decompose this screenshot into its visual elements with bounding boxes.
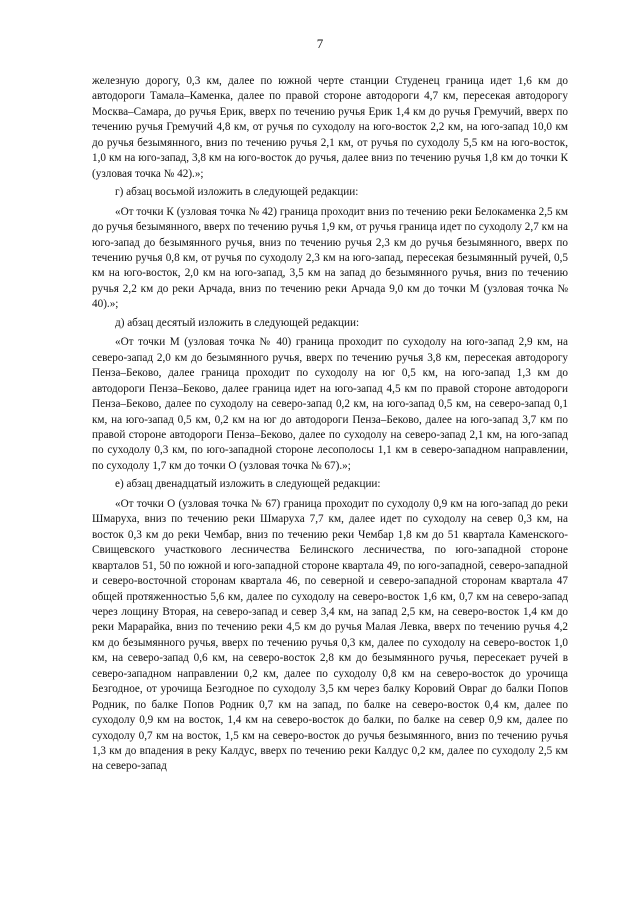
paragraph-point-o: «От точки О (узловая точка № 67) граница проходит по суходолу 0,9 км на юго-запад до реки Шмаруха, вниз по течению реки Шмаруха 7,7 км, далее идет по суходолу на север 0,3 км, на восток 0,3 км до реки Чембар, вниз по течению реки Чембар 1,8 км до 51 квартала Каменского-Свищевского участкового лесничества Белинского лесничества, по юго-западной стороне кварталов 51, 50 по южной и юго-западной стороне квартала 49, по юго-западной, северо-западной и северо-восточной сторонам квартала 46, по северной и северо-западной сторонам квартала 47 общей протяженностью 5,6 км, далее по суходолу на северо-восток 1,6 км, 0,7 км на северо-запад через лощину Вторая, на северо-запад и север 3,4 км, на запад 2,5 км, на северо-восток 1,4 км до реки Марарайка, вниз по течению реки 4,5 км до ручья Малая Левка, вверх по течению ручья 4,2 км до безымянного ручья, вверх по течению ручья 0,3 км, далее по суходолу на северо-восток 1,0 км, на северо-запад 0,6 км, на северо-восток 2,8 км до безымянного ручья, пересекает ручей в северо-западном направлении 0,2 км, далее по суходолу 0,8 км на северо-восток до урочища Безгодное, от урочища Безгодное по суходолу 3,5 км через балку Коровий Овраг до балки Попов Родник, по балке Попов Родник 0,7 км на запад, по балке на северо-восток 0,4 км, далее по суходолу 0,9 км на восток, 1,4 км на северо-восток до балки, по балке на север 0,9 км, далее по суходолу 0,7 км на восток, 1,5 км на северо-восток до ручья безымянного, вниз по течению ручья 1,3 км до впадения в реку Калдус, вверх по течению реки Калдус 0,2 км, далее по суходолу 2,5 км на северо-запад xyxy=(92,497,568,773)
amendment-heading-g: г) абзац восьмой изложить в следующей редакции: xyxy=(115,186,359,199)
amendment-heading-d: д) абзац десятый изложить в следующей редакции: xyxy=(115,316,360,329)
document-body xyxy=(92,74,568,775)
amendment-heading-e: е) абзац двенадцатый изложить в следующей редакции: xyxy=(115,478,381,491)
paragraph-point-k: «От точки К (узловая точка № 42) граница проходит вниз по течению реки Белокаменка 2,5 км до ручья безымянного, вверх по течению ручья 1,9 км, от ручья граница идет по суходолу 2,7 км на юго-запад до безымянного ручья, вниз по течению ручья 2,3 км до ручья безымянного, вверх по течению ручья 0,8 км, от ручья по суходолу 2,3 км на юго-запад, пересекая безымянный ручей, 0,5 км на юго-восток, 2,0 км на юго-запад, 3,5 км на запад до безымянного ручья, вниз по течению ручья 2,2 км до реки Арчада, вниз по течению реки Арчада 9,0 км до точки М (узловая точка № 40).»; xyxy=(92,205,568,311)
paragraph-continuation: железную дорогу, 0,3 км, далее по южной черте станции Студенец граница идет 1,6 км до автодороги Тамала–Каменка, далее по правой стороне автодороги 4,7 км, пересекая автодорогу Москва–Самара, до ручья Ерик, вверх по течению ручья Ерик 1,4 км до ручья Гремучий, вверх по течению ручья Гремучий 4,8 км, от ручья по суходолу на юго-восток 2,2 км, на юго-запад 10,0 км до ручья безымянного, вниз по течению ручья 2,1 км, от ручья по суходолу 5,5 км на юго-восток, 1,0 км на юго-запад, 3,8 км на юго-восток до ручья, далее вниз по течению ручья 1,8 км до точки К (узловая точка № 42).»; xyxy=(92,75,568,180)
page-number: 7 xyxy=(316,36,324,51)
paragraph-point-m: «От точки М (узловая точка № 40) граница проходит по суходолу на юго-запад 2,9 км, на северо-запад 2,0 км до безымянного ручья, вверх по течению ручья 3,8 км, пересекая автодорогу Пенза–Беково, далее граница проходит по суходолу на юг 0,5 км, на юго-запад 1,3 км до автодороги Пенза–Беково, далее граница идет на юго-запад 4,5 км по правой стороне автодороги Пенза–Беково, далее по суходолу на северо-запад 0,2 км, на юго-запад 0,5 км, на северо-запад 0,1 км, на юго-запад 0,5 км, 0,2 км на юг до автодороги Пенза–Беково, далее на юго-запад 3,7 км по правой стороне автодороги Пенза–Беково, далее по суходолу на северо-запад 2,1 км, на юго-запад по суходолу 0,3 км, по юго-западной стороне лесополосы 1,1 км в северо-западном направлении, по суходолу 1,7 км до точки О (узловая точка № 67).»; xyxy=(92,336,568,472)
